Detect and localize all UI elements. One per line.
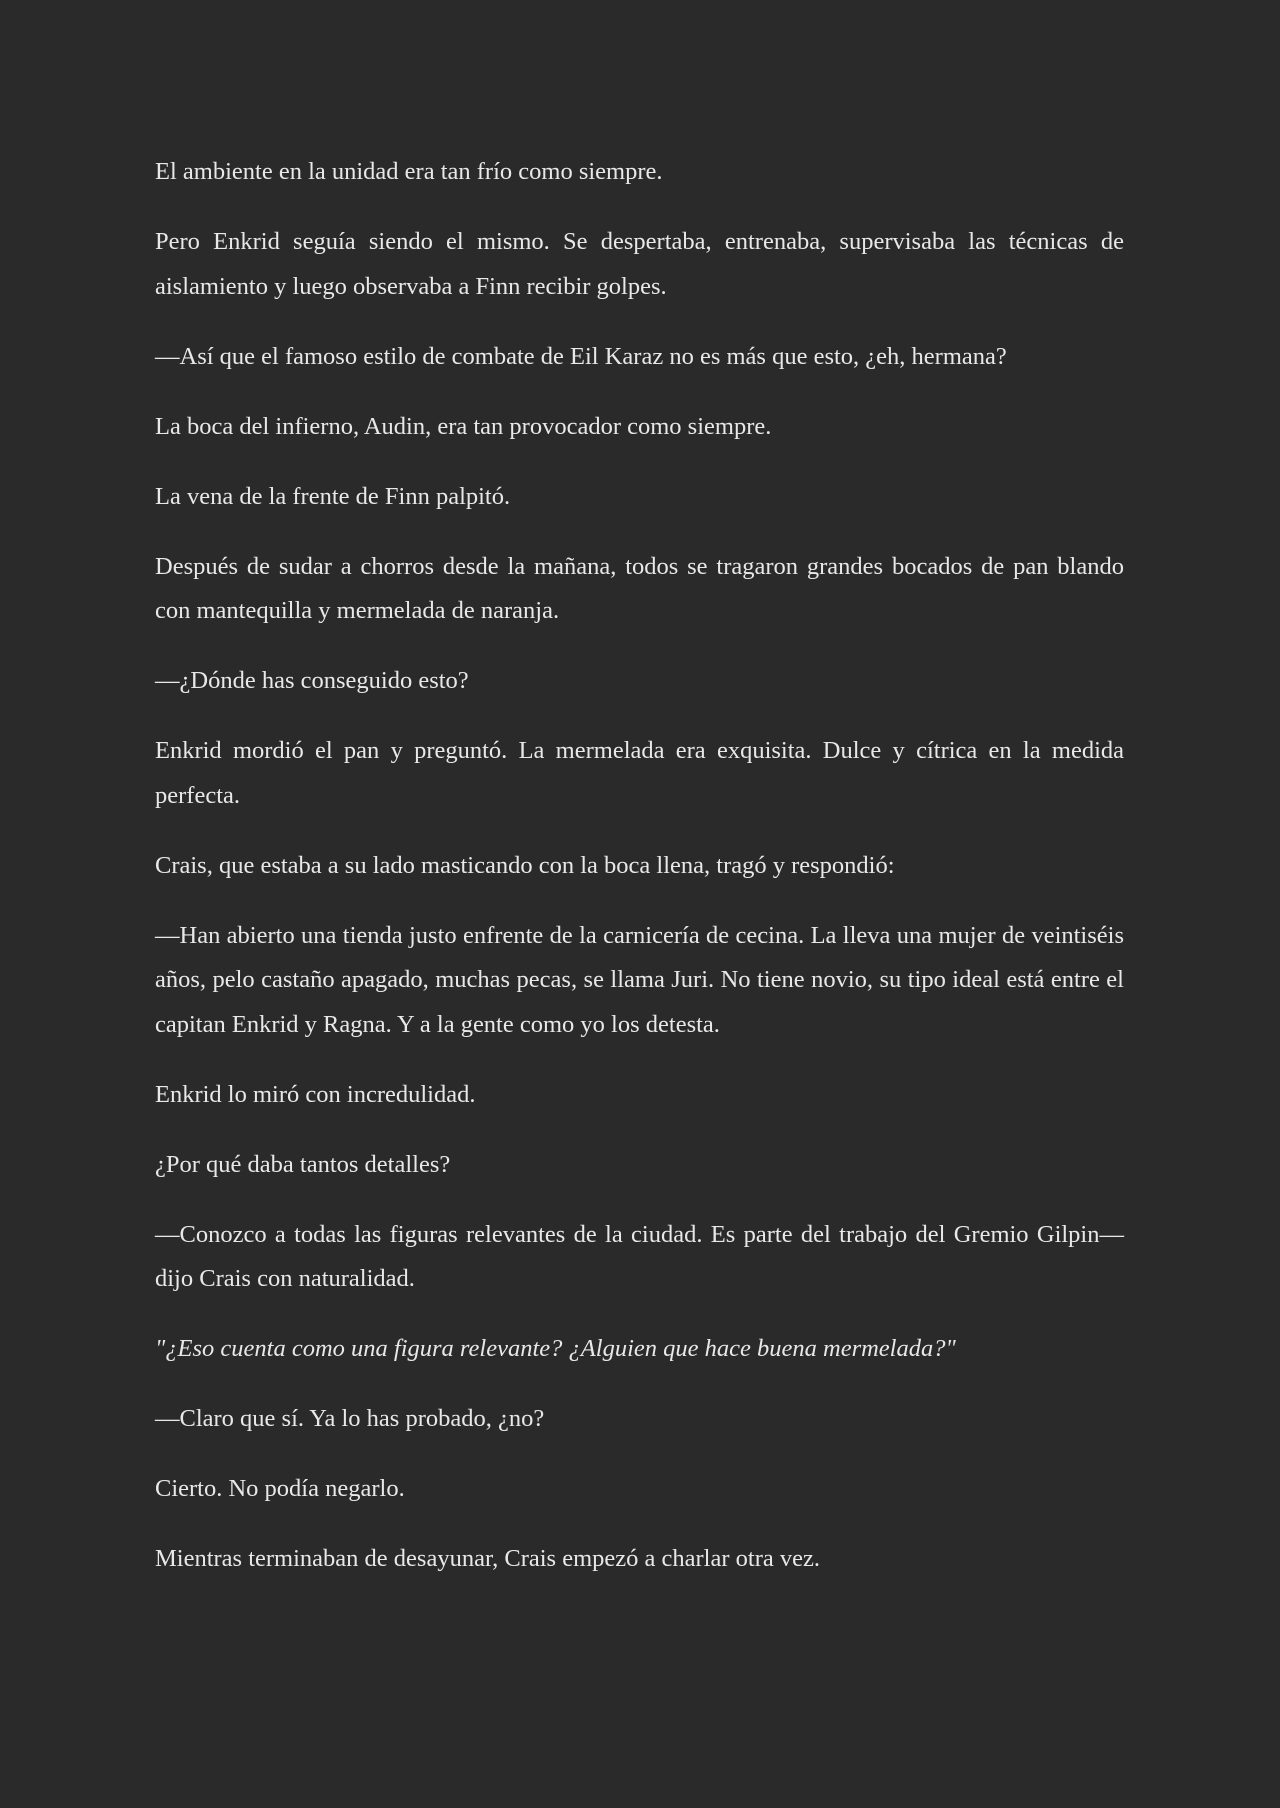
paragraph: La boca del infierno, Audin, era tan provocador como siempre. [155, 412, 772, 440]
paragraph: Después de sudar a chorros desde la mañana, todos se tragaron grandes bocados de pan blando con mantequilla y mermelada de naranja. [155, 552, 1124, 624]
paragraph: Pero Enkrid seguía siendo el mismo. Se despertaba, entrenaba, supervisaba las técnicas de aislamiento y luego observaba a Finn recibir golpes. [155, 228, 1124, 300]
dialogue-paragraph: —¿Dónde has conseguido esto? [155, 667, 469, 694]
paragraph: La vena de la frente de Finn palpitó. [155, 482, 511, 510]
thought-paragraph: "¿Eso cuenta como una figura relevante? ¿Alguien que hace buena mermelada?" [155, 1335, 956, 1362]
dialogue-paragraph: —Así que el famoso estilo de combate de Eil Karaz no es más que esto, ¿eh, hermana? [155, 342, 1007, 370]
paragraph: ¿Por qué daba tantos detalles? [155, 1150, 451, 1178]
paragraph: El ambiente en la unidad era tan frío como siempre. [155, 158, 663, 185]
dialogue-paragraph: —Conozco a todas las figuras relevantes de la ciudad. Es parte del trabajo del Gremio Gilpin—dijo Crais con naturalidad. [155, 1220, 1124, 1292]
paragraph: Enkrid lo miró con incredulidad. [155, 1080, 476, 1108]
paragraph: Cierto. No podía negarlo. [155, 1475, 405, 1502]
paragraph: Mientras terminaban de desayunar, Crais empezó a charlar otra vez. [155, 1545, 820, 1572]
paragraph: Crais, que estaba a su lado masticando con la boca llena, tragó y respondió: [155, 851, 895, 879]
dialogue-paragraph: —Han abierto una tienda justo enfrente de la carnicería de cecina. La lleva una mujer de veintiséis años, pelo castaño apagado, muchas pecas, se llama Juri. No tiene novio, su tipo ideal está entre el capitan Enkrid y Ragna. Y a la gente como yo los detesta. [155, 921, 1124, 1038]
dialogue-paragraph: —Claro que sí. Ya lo has probado, ¿no? [155, 1405, 545, 1432]
chapter-text [155, 150, 1124, 1607]
paragraph: Enkrid mordió el pan y preguntó. La mermelada era exquisita. Dulce y cítrica en la medida perfecta. [155, 737, 1124, 809]
